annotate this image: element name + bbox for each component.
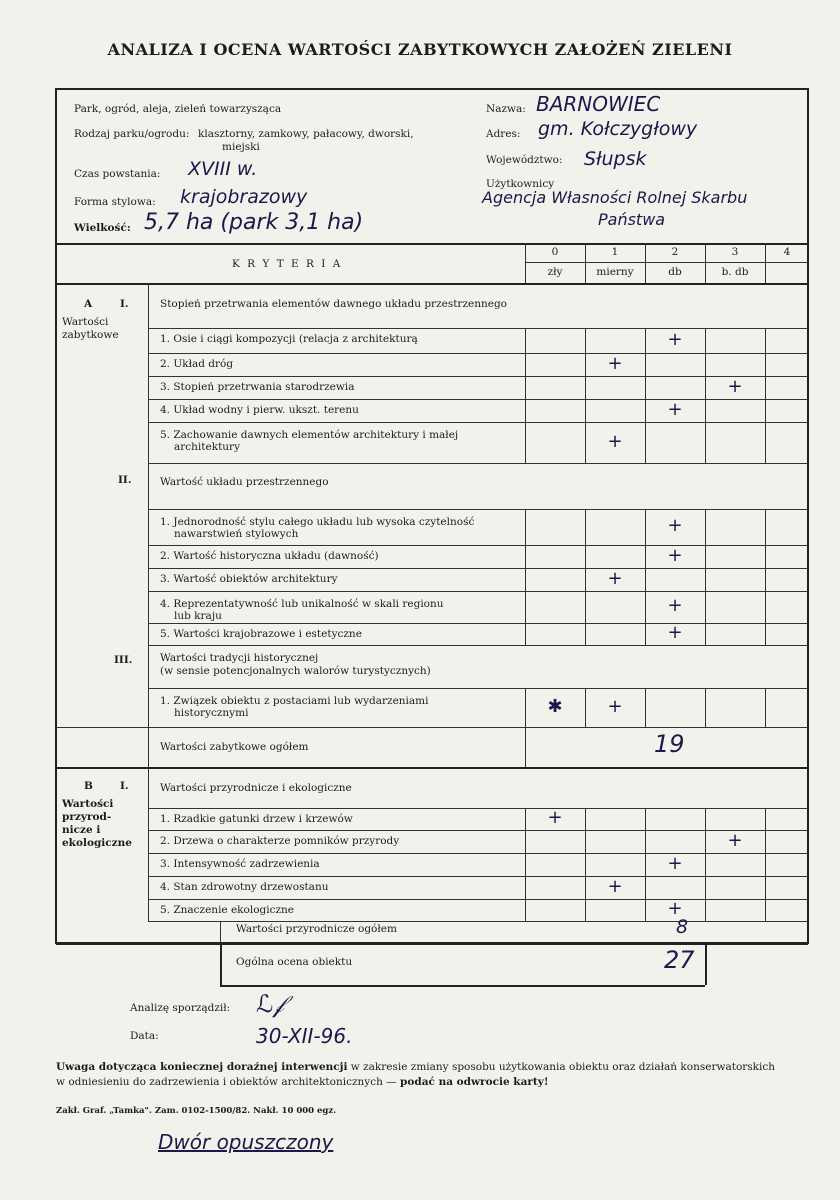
voivodeship-label: Województwo: (486, 154, 563, 166)
grid-line (525, 688, 526, 727)
criteria-header-bottom (56, 283, 808, 285)
score-mark: + (727, 375, 743, 397)
criterion-text-cont: historycznymi (174, 707, 249, 719)
grid-line (585, 591, 586, 623)
note-bold-2: podać na odwrocie karty! (400, 1076, 549, 1088)
row-line (148, 645, 808, 646)
grid-line (525, 876, 526, 899)
grid-line (765, 399, 766, 422)
overall-label: Ogólna ocena obiektu (236, 956, 353, 968)
users-value: Agencja Własności Rolnej Skarbu (482, 188, 748, 207)
created-label: Czas powstania: (74, 168, 161, 180)
grid-line (645, 376, 646, 399)
row-line (148, 853, 808, 854)
grid-line (585, 422, 586, 463)
grid-line (645, 623, 646, 645)
grid-line (705, 568, 706, 591)
criteria-label: K R Y T E R I A (232, 258, 343, 270)
grid-line (525, 623, 526, 645)
overall-right (705, 943, 707, 985)
kind-options: klasztorny, zamkowy, pałacowy, dworski, (198, 128, 414, 140)
size-label: Wielkość: (74, 222, 131, 234)
section-b-divider (148, 767, 149, 921)
grid-line (585, 830, 586, 853)
grid-line (525, 545, 526, 568)
size-value: 5,7 ha (park 3,1 ha) (144, 210, 364, 235)
scale-number: 4 (783, 246, 791, 258)
criterion-text: 3. Stopień przetrwania starodrzewia (160, 381, 355, 393)
grid-line (705, 509, 706, 545)
address-value: gm. Kołczygłowy (538, 118, 698, 140)
grid-line (705, 399, 706, 422)
grid-line (705, 853, 706, 876)
overall-left (220, 943, 222, 985)
section-a-bottom (56, 767, 808, 769)
users-label: Użytkownicy (486, 178, 555, 190)
grid-line (645, 830, 646, 853)
criterion-label (160, 628, 362, 640)
criterion-label (160, 429, 458, 453)
row-line (148, 623, 808, 624)
grid-line (765, 688, 766, 727)
grid-line (220, 921, 221, 943)
group-3-bottom (148, 688, 808, 689)
scale-number: 0 (551, 246, 559, 258)
scale-number: 1 (611, 246, 619, 258)
scale-word: db (668, 266, 682, 278)
grid-line (585, 623, 586, 645)
grid-line (645, 545, 646, 568)
section-b-name-4: ekologiczne (62, 837, 132, 849)
grid-line (525, 509, 526, 545)
grid-line (645, 568, 646, 591)
grid-line (585, 376, 586, 399)
grid-line (645, 509, 646, 545)
group-1-label: Stopień przetrwania elementów dawnego układu przestrzennego (160, 298, 507, 310)
grid-line (645, 591, 646, 623)
group-3-sublabel: (w sensie potencjonalnych walorów turystycznych) (160, 665, 431, 677)
criterion-label (160, 813, 353, 825)
grid-line (525, 853, 526, 876)
grid-line (525, 808, 526, 830)
style-label: Forma stylowa: (74, 196, 156, 208)
grid-line (525, 568, 526, 591)
grid-line (525, 399, 526, 422)
note (56, 1060, 816, 1090)
total-col-line (525, 727, 526, 767)
row-line (148, 727, 808, 728)
overall-value: 27 (664, 946, 695, 974)
grid-line (525, 591, 526, 623)
grid-line (765, 853, 766, 876)
section-a-roman-2: II. (118, 474, 132, 486)
criterion-text-cont: architektury (174, 441, 241, 453)
row-line (148, 568, 808, 569)
section-a-total-value: 19 (654, 730, 685, 758)
row-line (148, 899, 808, 900)
section-a-roman-1: I. (120, 298, 129, 310)
print-info: Zakł. Graf. „Tamka". Zam. 0102-1500/82. Nakł. 10 000 egz. (56, 1106, 337, 1116)
criterion-label (160, 404, 359, 416)
criterion-label (160, 695, 428, 719)
section-a-roman-3: III. (114, 654, 133, 666)
grid-line (705, 623, 706, 645)
row-line (148, 422, 808, 423)
grid-line (765, 623, 766, 645)
grid-line (765, 328, 766, 353)
score-mark: + (667, 328, 683, 350)
score-mark: + (667, 515, 683, 536)
score-mark: + (607, 352, 623, 374)
criterion-label (160, 550, 379, 562)
scale-number: 3 (731, 246, 739, 258)
score-mark: + (547, 807, 563, 828)
grid-line (525, 328, 526, 353)
section-b-name-1: Wartości (62, 798, 114, 810)
row-line (148, 353, 808, 354)
grid-line (525, 353, 526, 376)
grid-line (645, 876, 646, 899)
criterion-label (160, 381, 354, 393)
grid-line (705, 876, 706, 899)
grid-line (645, 399, 646, 422)
grid-line (645, 688, 646, 727)
grid-line (765, 568, 766, 591)
section-b-total-value: 8 (676, 916, 689, 938)
grid-line (645, 328, 646, 353)
grid-line (705, 376, 706, 399)
grid-line (585, 545, 586, 568)
grid-line (585, 688, 586, 727)
criterion-text: 3. Wartość obiektów architektury (160, 573, 338, 585)
grid-line (525, 376, 526, 399)
criterion-label (160, 358, 233, 370)
score-mark: ✱ (547, 695, 563, 717)
grid-line (645, 353, 646, 376)
header-separator (56, 243, 808, 245)
scale-word: mierny (596, 266, 634, 278)
section-b-bottom (56, 943, 808, 945)
group-2-label: Wartość układu przestrzennego (160, 476, 329, 488)
grid-line (585, 853, 586, 876)
row-line (148, 376, 808, 377)
section-b-group-label: Wartości przyrodnicze i ekologiczne (160, 782, 352, 794)
grid-line (705, 830, 706, 853)
score-mark: + (667, 898, 683, 919)
row-line (148, 399, 808, 400)
section-b-group-bottom (148, 808, 808, 809)
overall-bottom (220, 985, 705, 987)
score-mark: + (727, 829, 743, 851)
criterion-text: 5. Znaczenie ekologiczne (160, 904, 295, 916)
grid-line (525, 899, 526, 921)
row-line (148, 591, 808, 592)
row-line (148, 830, 808, 831)
address-label: Adres: (486, 128, 521, 140)
grid-line (765, 591, 766, 623)
grid-line (585, 328, 586, 353)
criterion-text: 3. Intensywność zadrzewienia (160, 858, 320, 870)
page-title: ANALIZA I OCENA WARTOŚCI ZABYTKOWYCH ZAŁOŻEŃ ZIELENI (107, 40, 733, 59)
bottom-handwriting: Dwór opuszczony (158, 1130, 334, 1154)
criterion-label (160, 835, 399, 847)
kind-options-2: miejski (222, 141, 260, 153)
grid-line (765, 509, 766, 545)
row-line (148, 463, 808, 464)
criterion-text: 1. Jednorodność stylu całego układu lub wysoka czytelność (160, 516, 475, 528)
criterion-label (160, 598, 444, 622)
type-label: Park, ogród, aleja, zieleń towarzysząca (74, 103, 282, 115)
criterion-label (160, 904, 294, 916)
grid-line (645, 899, 646, 921)
grid-line (765, 376, 766, 399)
group-1-bottom (148, 328, 808, 329)
created-value: XVIII w. (188, 158, 258, 180)
scale-word: zły (547, 266, 563, 278)
grid-line (585, 353, 586, 376)
grid-line (585, 399, 586, 422)
criterion-text: 2. Drzewa o charakterze pomników przyrody (160, 835, 400, 847)
grid-line (705, 545, 706, 568)
grid-line (585, 808, 586, 830)
grid-line (705, 353, 706, 376)
section-b-code: B (84, 780, 93, 792)
grid-line (705, 808, 706, 830)
grid-line (585, 568, 586, 591)
section-a-divider (148, 283, 149, 767)
criterion-label (160, 573, 338, 585)
note-text-1: w zakresie zmiany sposobu użytkowania obiektu oraz działań konserwatorskich (347, 1061, 776, 1073)
grid-line (765, 545, 766, 568)
group-3-label: Wartości tradycji historycznej (160, 652, 319, 664)
note-text-2: w odniesieniu do zadrzewienia i obiektów architektonicznych — (56, 1076, 401, 1088)
row-line (148, 545, 808, 546)
score-mark: + (607, 695, 623, 717)
grid-line (585, 899, 586, 921)
voivodeship-value: Słupsk (584, 148, 647, 170)
analysis-label: Analizę sporządził: (130, 1002, 231, 1014)
criterion-label (160, 333, 418, 345)
score-mark: + (667, 852, 683, 874)
grid-line (705, 328, 706, 353)
criterion-text: 4. Reprezentatywność lub unikalność w skali regionu (160, 598, 444, 610)
criterion-text: 4. Stan zdrowotny drzewostanu (160, 881, 329, 893)
grid-line (705, 422, 706, 463)
grid-line (705, 688, 706, 727)
grid-line (765, 422, 766, 463)
section-b-roman: I. (120, 780, 129, 792)
grid-line (765, 808, 766, 830)
group-2-bottom (148, 509, 808, 510)
name-value: BARNOWIEC (536, 92, 661, 116)
date-label: Data: (130, 1030, 159, 1042)
name-label: Nazwa: (486, 103, 526, 115)
criterion-text: 5. Zachowanie dawnych elementów architektury i małej (160, 429, 459, 441)
score-mark: + (607, 875, 623, 897)
criterion-label (160, 516, 474, 540)
grid-line (765, 899, 766, 921)
grid-line (645, 422, 646, 463)
grid-line (705, 899, 706, 921)
criterion-text-cont: lub kraju (174, 610, 222, 622)
section-a-total-label: Wartości zabytkowe ogółem (160, 741, 309, 753)
criterion-text-cont: nawarstwień stylowych (174, 528, 299, 540)
criterion-text: 1. Związek obiektu z postaciami lub wydarzeniami (160, 695, 429, 707)
criterion-text: 1. Osie i ciągi kompozycji (relacja z architekturą (160, 333, 418, 345)
grid-line (585, 876, 586, 899)
grid-line (765, 876, 766, 899)
score-mark: + (667, 398, 683, 420)
score-mark: + (667, 544, 683, 566)
score-mark: + (607, 567, 623, 589)
section-b-total-label: Wartości przyrodnicze ogółem (236, 923, 397, 935)
criterion-text: 4. Układ wodny i pierw. ukszt. terenu (160, 404, 359, 416)
scale-number: 2 (671, 246, 679, 258)
grid-line (705, 591, 706, 623)
grid-line (525, 830, 526, 853)
criterion-label (160, 858, 320, 870)
grid-line (645, 853, 646, 876)
date-value: 30-XII-96. (256, 1024, 353, 1048)
grid-line (645, 808, 646, 830)
criterion-text: 2. Wartość historyczna układu (dawność) (160, 550, 379, 562)
criterion-text: 1. Rzadkie gatunki drzew i krzewów (160, 813, 353, 825)
criterion-label (160, 881, 328, 893)
kind-label: Rodzaj parku/ogrodu: (74, 128, 190, 140)
users-value-2: Państwa (598, 210, 666, 229)
row-line (148, 876, 808, 877)
section-a-code: A (84, 298, 93, 310)
analysis-signature: ℒ𝒻 (256, 990, 284, 1018)
grid-line (585, 509, 586, 545)
grid-line (765, 830, 766, 853)
note-bold-1: Uwaga dotycząca koniecznej doraźnej interwencji (56, 1061, 348, 1073)
score-mark: + (607, 430, 623, 452)
section-b-name-3: nicze i (62, 824, 101, 836)
row-line (148, 921, 808, 922)
score-mark: + (667, 595, 683, 616)
section-a-name: Wartości zabytkowe (62, 316, 119, 341)
score-mark: + (667, 622, 683, 643)
style-value: krajobrazowy (180, 186, 308, 208)
criterion-text: 2. Układ dróg (160, 358, 234, 370)
grid-line (525, 422, 526, 463)
scale-word: b. db (721, 266, 749, 278)
grid-line (765, 353, 766, 376)
criterion-text: 5. Wartości krajobrazowe i estetyczne (160, 628, 362, 640)
section-b-name-2: przyrod- (62, 811, 112, 823)
